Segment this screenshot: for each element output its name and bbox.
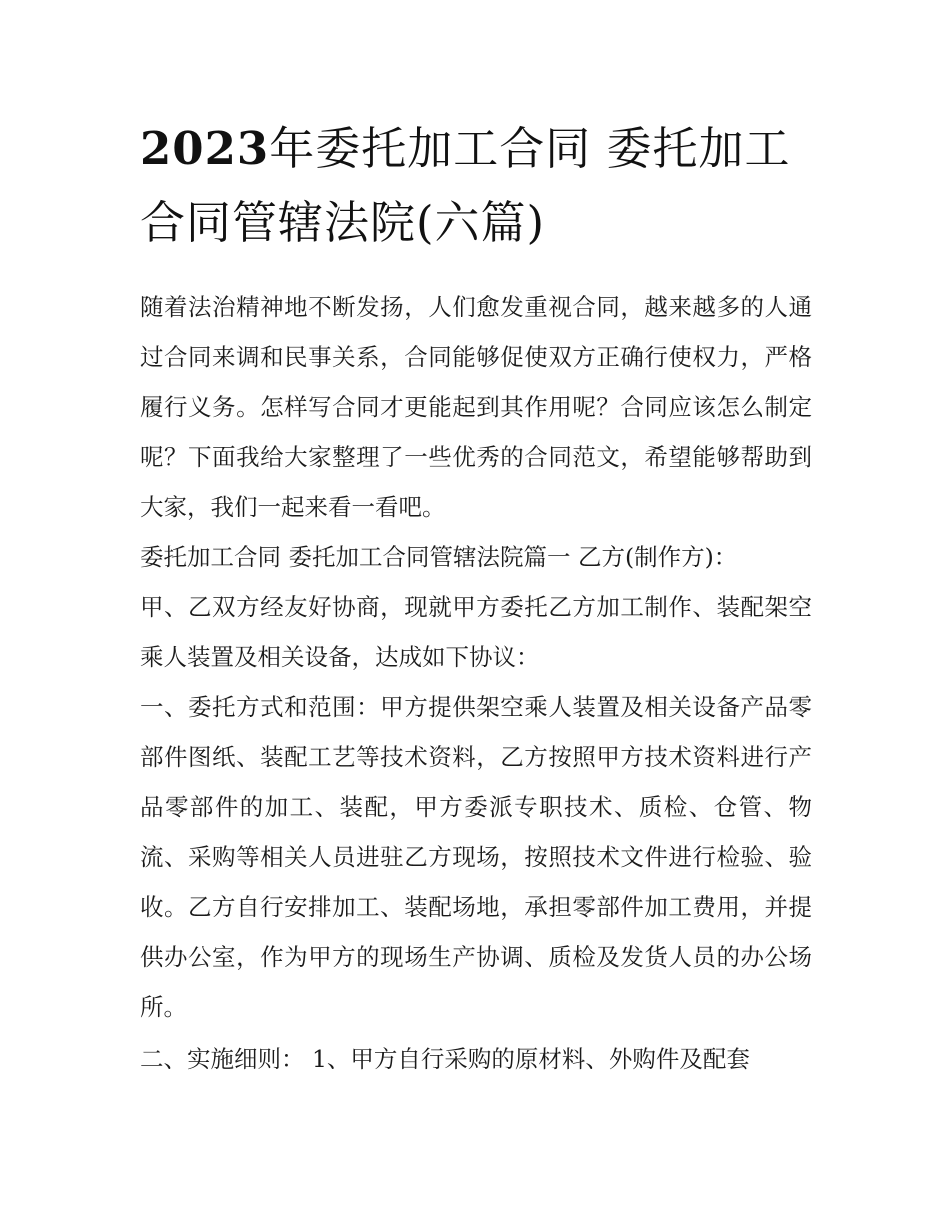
section-heading-paragraph: 委托加工合同 委托加工合同管辖法院篇一 乙方(制作方)： [140, 543, 738, 571]
title-year: 2023 [140, 122, 270, 175]
title-text: 年委托加工合同 委托加工合同管辖法院(六篇) [140, 122, 791, 249]
agreement-paragraph: 甲、乙双方经友好协商，现就甲方委托乙方加工制作、装配架空乘人装置及相关设备，达成如下协议： [140, 593, 812, 671]
clause-two-paragraph: 二、实施细则： 1、甲方自行采购的原材料、外购件及配套 [140, 1045, 750, 1073]
clause-one-paragraph: 一、委托方式和范围：甲方提供架空乘人装置及相关设备产品零部件图纸、装配工艺等技术资料，乙方按照甲方技术资料进行产品零部件的加工、装配，甲方委派专职技术、质检、仓管、物流、采购等相关人员进驻乙方现场，按照技术文件进行检验、验收。乙方自行安排加工、装配场地，承担零部件加工费用，并提供办公室，作为甲方的现场生产协调、质检及发货人员的办公场所。 [140, 693, 812, 1021]
intro-paragraph: 随着法治精神地不断发扬，人们愈发重视合同，越来越多的人通过合同来调和民事关系，合同能够促使双方正确行使权力，严格履行义务。怎样写合同才更能起到其作用呢？合同应该怎么制定呢？下面我给大家整理了一些优秀的合同范文，希望能够帮助到大家，我们一起来看一看吧。 [140, 293, 812, 521]
document-title [140, 112, 812, 260]
document-page [140, 112, 812, 1084]
